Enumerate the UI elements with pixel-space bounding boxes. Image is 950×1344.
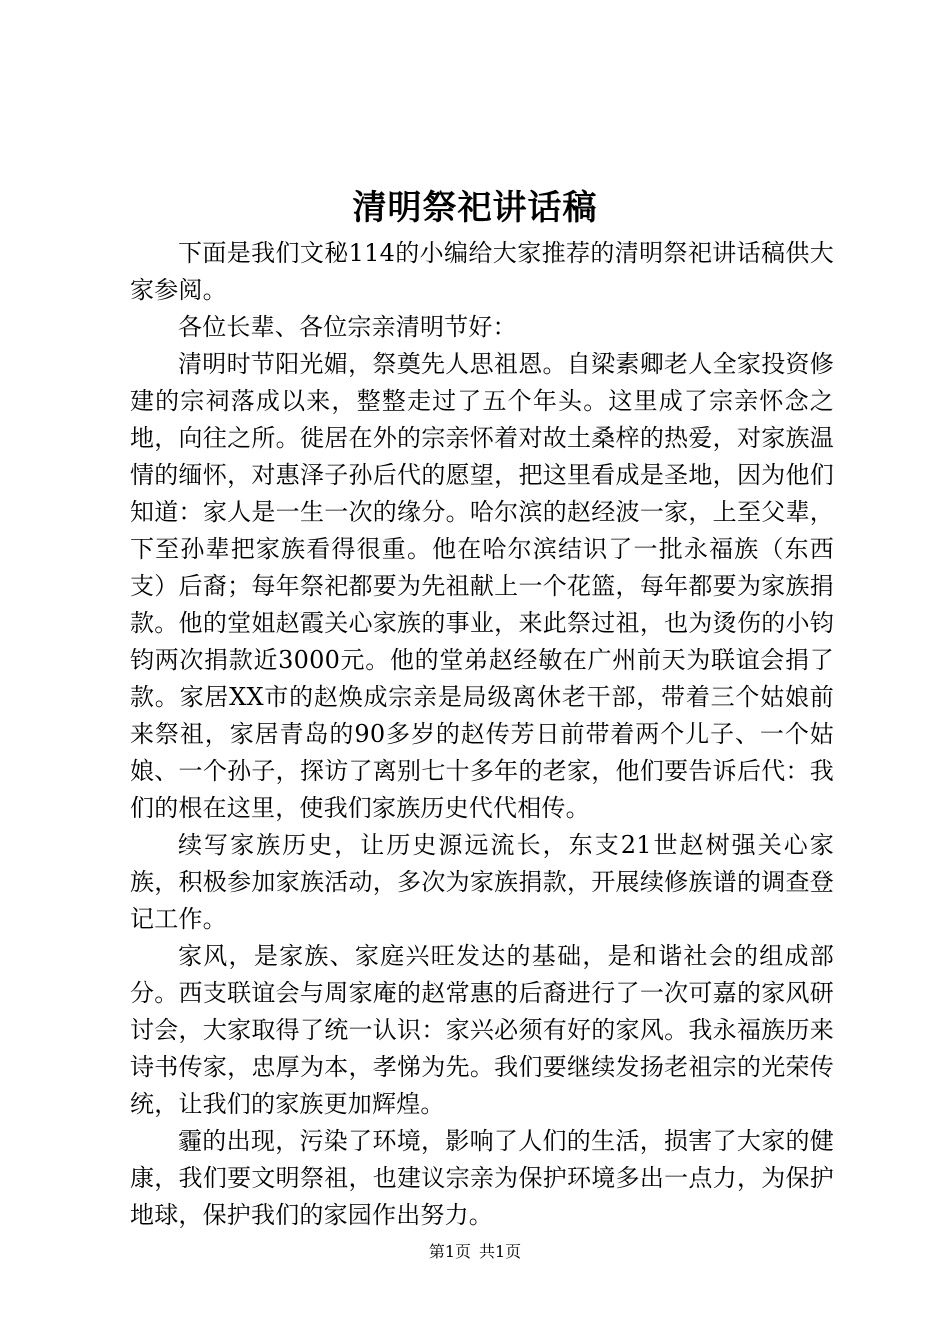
- document-title: 清明祭祀讲话稿: [352, 188, 598, 228]
- intro-paragraph: 下面是我们文秘114的小编给大家推荐的清明祭祀讲话稿供大家参阅。: [130, 239, 834, 304]
- document-body: [130, 235, 834, 1234]
- body-paragraph: 家风，是家族、家庭兴旺发达的基础，是和谐社会的组成部分。西支联谊会与周家庵的赵常惠的后裔进行了一次可嘉的家风研讨会，大家取得了统一认识：家兴必须有好的家风。我永福族历来诗书传家，忠厚为本，孝悌为先。我们要继续发扬老祖宗的光荣传统，让我们的家族更加辉煌。: [130, 942, 834, 1118]
- greeting-paragraph: 各位长辈、各位宗亲清明节好：: [178, 313, 517, 341]
- page-footer: [0, 1240, 950, 1264]
- page-number: 第1页: [428, 1242, 471, 1261]
- body-paragraph: 续写家族历史，让历史源远流长，东支21世赵树强关心家族，积极参加家族活动，多次为家族捐款，开展续修族谱的调查登记工作。: [130, 831, 834, 933]
- body-paragraph: 清明时节阳光媚，祭奠先人思祖恩。自梁素卿老人全家投资修建的宗祠落成以来，整整走过了五个年头。这里成了宗亲怀念之地，向往之所。徙居在外的宗亲怀着对故土桑梓的热爱，对家族温情的缅怀，对惠泽子孙后代的愿望，把这里看成是圣地，因为他们知道：家人是一生一次的缘分。哈尔滨的赵经波一家，上至父辈，下至孙辈把家族看得很重。他在哈尔滨结识了一批永福族（东西支）后裔；每年祭祀都要为先祖献上一个花篮，每年都要为家族捐款。他的堂姐赵霞关心家族的事业，来此祭过祖，也为烫伤的小钧钧两次捐款近3000元。他的堂弟赵经敏在广州前天为联谊会捐了款。家居XX市的赵焕成宗亲是局级离休老干部，带着三个姑娘前来祭祖，家居青岛的90多岁的赵传芳日前带着两个儿子、一个姑娘、一个孙子，探访了离别七十多年的老家，他们要告诉后代：我们的根在这里，使我们家族历史代代相传。: [130, 350, 834, 822]
- body-paragraph: 霾的出现，污染了环境，影响了人们的生活，损害了大家的健康，我们要文明祭祖，也建议宗亲为保护环境多出一点力，为保护地球，保护我们的家园作出努力。: [130, 1127, 834, 1229]
- page-total: 共1页: [479, 1242, 522, 1261]
